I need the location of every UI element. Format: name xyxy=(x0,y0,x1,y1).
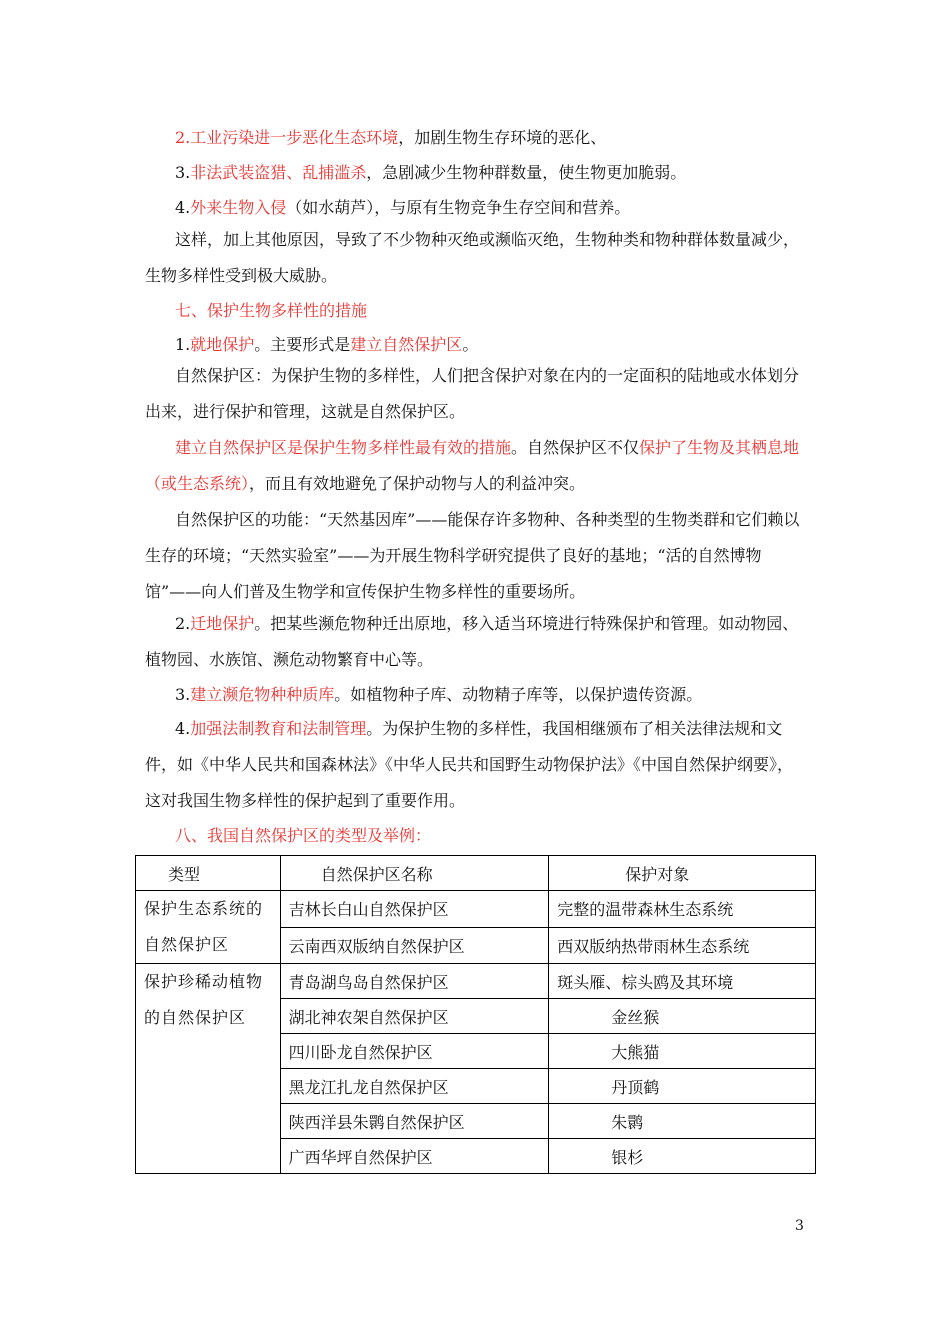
type-cell: 保护生态系统的自然保护区 xyxy=(136,891,281,964)
measure-4: 4.加强法制教育和法制管理。为保护生物的多样性，我国相继颁布了相关法律法规和文件，如《中华人民共和国森林法》《中华人民共和国野生动物保护法》《中国自然保护纲要》，这对我国生物多样性的保护起到了重要作用。 xyxy=(145,719,794,810)
section-8-heading: 八、我国自然保护区的类型及举例： xyxy=(175,826,432,845)
reserve-name: 吉林长白山自然保护区 xyxy=(280,891,549,928)
reserve-types-table xyxy=(135,855,816,1174)
measure-3: 3.建立濒危物种种质库。如植物种子库、动物精子库等，以保护遗传资源。 xyxy=(175,685,703,704)
reserve-name: 广西华坪自然保护区 xyxy=(280,1139,549,1174)
section-7-heading: 七、保护生物多样性的措施 xyxy=(175,301,368,320)
table-header-row xyxy=(136,856,816,891)
table-header: 保护对象 xyxy=(549,856,816,891)
protected-object: 完整的温带森林生态系统 xyxy=(549,891,816,928)
reserve-name: 青岛湖鸟岛自然保护区 xyxy=(280,964,549,999)
protected-object: 金丝猴 xyxy=(549,999,816,1034)
reserve-name: 湖北神农架自然保护区 xyxy=(280,999,549,1034)
protected-object: 大熊猫 xyxy=(549,1034,816,1069)
protected-object: 朱鹮 xyxy=(549,1104,816,1139)
reserve-functions: 自然保护区的功能：“天然基因库”——能保存许多物种、各种类型的生物类群和它们赖以生存的环境；“天然实验室”——为开展生物科学研究提供了良好的基地；“活的自然博物馆”——向人们普及生物学和宣传保护生物多样性的重要场所。 xyxy=(145,510,800,601)
reserve-definition: 自然保护区：为保护生物的多样性，人们把含保护对象在内的一定面积的陆地或水体划分出来，进行保护和管理，这就是自然保护区。 xyxy=(145,366,800,421)
type-cell: 保护珍稀动植物的自然保护区 xyxy=(136,964,281,1174)
table-row xyxy=(136,891,816,928)
measure-2: 2.迁地保护。把某些濒危物种迁出原地，移入适当环境进行特殊保护和管理。如动物园、植物园、水族馆、濒危动物繁育中心等。 xyxy=(145,614,799,669)
summary-paragraph: 这样，加上其他原因，导致了不少物种灭绝或濒临灭绝，生物种类和物种群体数量减少，生物多样性受到极大威胁。 xyxy=(145,230,800,285)
page-number: 3 xyxy=(795,1218,804,1234)
table-header: 类型 xyxy=(136,856,281,891)
cause-4: 4.外来生物入侵（如水葫芦），与原有生物竞争生存空间和营养。 xyxy=(175,198,631,217)
cause-3: 3.非法武装盗猎、乱捕滥杀，急剧减少生物种群数量，使生物更加脆弱。 xyxy=(175,163,687,182)
protected-object: 丹顶鹤 xyxy=(549,1069,816,1104)
cause-2: 2.工业污染进一步恶化生态环境，加剧生物生存环境的恶化、 xyxy=(175,128,607,147)
protected-object: 银杉 xyxy=(549,1139,816,1174)
table-header: 自然保护区名称 xyxy=(280,856,549,891)
table-row xyxy=(136,964,816,999)
protected-object: 西双版纳热带雨林生态系统 xyxy=(549,927,816,964)
reserve-name: 四川卧龙自然保护区 xyxy=(280,1034,549,1069)
reserve-name: 黑龙江扎龙自然保护区 xyxy=(280,1069,549,1104)
reserve-name: 陕西洋县朱鹮自然保护区 xyxy=(280,1104,549,1139)
measure-1: 1.就地保护。主要形式是建立自然保护区。 xyxy=(175,335,479,354)
protected-object: 斑头雁、棕头鸥及其环境 xyxy=(549,964,816,999)
reserve-name: 云南西双版纳自然保护区 xyxy=(280,927,549,964)
reserve-effectiveness: 建立自然保护区是保护生物多样性最有效的措施。自然保护区不仅保护了生物及其栖息地（或生态系统），而且有效地避免了保护动物与人的利益冲突。 xyxy=(145,438,800,493)
